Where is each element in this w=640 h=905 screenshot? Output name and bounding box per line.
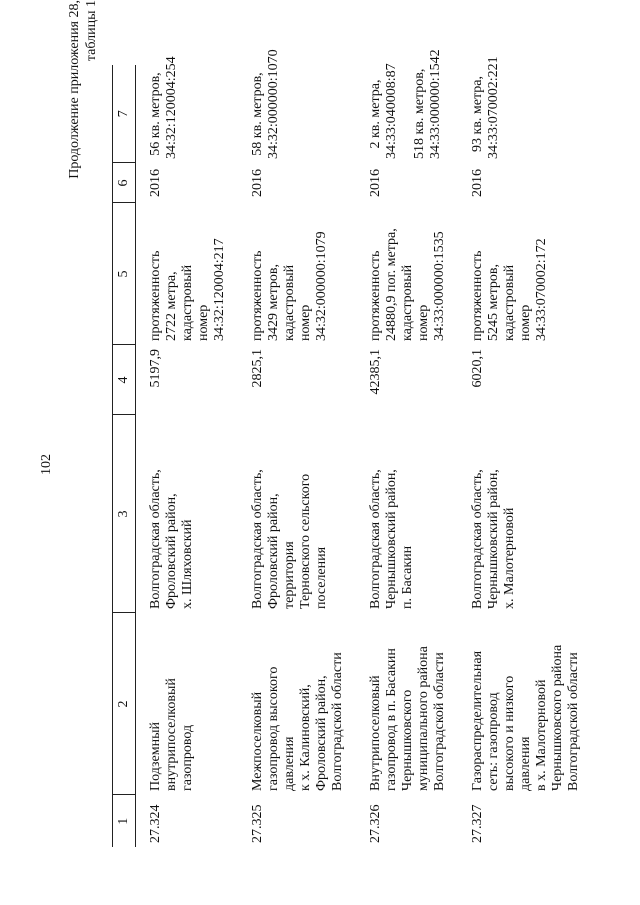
object-description-line: 34:32:120004:217 xyxy=(212,238,227,341)
object-address-line: х. Малотерновой xyxy=(502,507,517,609)
land-plot-line: 34:32:000000:1070 xyxy=(266,49,281,159)
land-plot-line: 2 кв. метра, xyxy=(368,79,383,149)
object-description-line: кадастровый xyxy=(502,264,517,341)
object-description-line: 3429 метров, xyxy=(266,264,281,341)
object-value: 5197,9 xyxy=(148,349,163,388)
object-description-line: 5245 метров, xyxy=(486,264,501,341)
object-name-line: к х. Калиновский, xyxy=(298,684,313,791)
object-address-line: Чернышковский район, xyxy=(384,469,399,609)
object-description-line: 24880,9 пог. метра, xyxy=(384,228,399,341)
table-row xyxy=(356,65,458,847)
object-description xyxy=(458,203,592,345)
object-name-line: в х. Малотерновой xyxy=(534,679,549,791)
object-name-line: Внутрипоселковый xyxy=(368,675,383,791)
object-description-line: кадастровый xyxy=(282,264,297,341)
object-address-line: поселения xyxy=(314,546,329,609)
continuation-line: таблицы 1 xyxy=(84,0,99,62)
object-year: 2016 xyxy=(250,169,265,197)
object-description-line: номер xyxy=(298,304,313,341)
object-description-line: номер xyxy=(196,304,211,341)
object-address-line: Чернышковский район, xyxy=(486,469,501,609)
table-row xyxy=(458,65,592,847)
land-plot-line: 93 кв. метра, xyxy=(470,76,485,152)
land-plot xyxy=(458,56,592,163)
row-number: 27.324 xyxy=(148,804,163,843)
object-name-line: Подземный xyxy=(148,722,163,791)
land-plot-line: 58 кв. метров, xyxy=(250,72,265,156)
object-name-line: сеть: газопровод xyxy=(486,692,501,791)
object-address-line: п. Басакин xyxy=(400,545,415,609)
object-name-line: Газораспределительная xyxy=(470,650,485,791)
table-row xyxy=(136,65,239,847)
row-number: 27.325 xyxy=(250,804,265,843)
object-address-line: Волгоградская область, xyxy=(250,469,265,609)
register-table xyxy=(112,49,592,847)
object-name xyxy=(238,613,356,795)
object-address-line: территория xyxy=(282,541,297,609)
object-address xyxy=(458,415,592,613)
object-address-line: Терновского сельского xyxy=(298,473,313,609)
header-row xyxy=(113,65,136,847)
land-plot-line: 34:33:000000:1542 xyxy=(428,49,443,159)
object-description-line: протяженность xyxy=(470,250,485,341)
object-description xyxy=(356,203,458,345)
object-name-line: Фроловский район, xyxy=(314,675,329,791)
object-year: 2016 xyxy=(470,169,485,197)
object-description-line: кадастровый xyxy=(400,264,415,341)
object-address xyxy=(238,415,356,613)
object-address-line: Фроловский район, xyxy=(266,493,281,609)
table-row xyxy=(238,65,356,847)
table-body xyxy=(136,49,593,847)
object-name-line: внутрипоселковый xyxy=(164,678,179,791)
column-header: 2 xyxy=(113,613,136,795)
object-description xyxy=(136,203,239,345)
land-plot xyxy=(136,56,239,163)
object-description-line: 34:32:000000:1079 xyxy=(314,231,329,341)
object-address-line: Волгоградская область, xyxy=(368,469,383,609)
object-name xyxy=(458,613,592,795)
object-name-line: Волгоградской области xyxy=(566,652,581,791)
object-description-line: кадастровый xyxy=(180,264,195,341)
object-year: 2016 xyxy=(148,169,163,197)
object-name-line: Межпоселковый xyxy=(250,691,265,791)
object-year: 2016 xyxy=(368,169,383,197)
object-name-line: муниципального района xyxy=(416,646,431,791)
land-plot xyxy=(356,49,458,163)
object-name-line: газопровод высокого xyxy=(266,666,281,791)
object-address xyxy=(136,415,239,613)
object-name-line: Волгоградской области xyxy=(330,652,345,791)
object-name xyxy=(356,613,458,795)
object-address-line: Фроловский район, xyxy=(164,493,179,609)
land-plot-line: 34:33:070002:221 xyxy=(486,56,501,159)
column-header: 7 xyxy=(113,65,136,163)
object-description-line: номер xyxy=(416,304,431,341)
object-address-line: Волгоградская область, xyxy=(470,469,485,609)
object-name-line: газопровод в п. Басакин xyxy=(384,648,399,791)
object-value: 6020,1 xyxy=(470,349,485,388)
object-name-line: Чернышковского района xyxy=(550,644,565,791)
object-description-line: протяженность xyxy=(148,250,163,341)
object-name-line: Чернышковского xyxy=(400,689,415,791)
object-value: 2825,1 xyxy=(250,349,265,388)
page-number: 102 xyxy=(39,454,54,475)
continuation-line: Продолжение приложения 28, xyxy=(67,0,82,179)
object-address-line: х. Шляховский xyxy=(180,519,195,609)
row-number: 27.326 xyxy=(368,804,383,843)
land-plot xyxy=(238,49,356,163)
object-name-line: Волгоградской области xyxy=(432,652,447,791)
object-description xyxy=(238,203,356,345)
column-header: 3 xyxy=(113,415,136,613)
object-description-line: протяженность xyxy=(368,250,383,341)
continuation-note xyxy=(66,0,100,250)
column-header: 1 xyxy=(113,795,136,847)
land-plot-line: 518 кв. метров, xyxy=(412,68,427,159)
object-name xyxy=(136,613,239,795)
object-value: 42385,1 xyxy=(368,349,383,395)
land-plot-line: 34:33:040008:87 xyxy=(384,63,399,159)
object-description-line: номер xyxy=(518,304,533,341)
land-plot-line: 56 кв. метров, xyxy=(148,72,163,156)
object-name-line: газопровод xyxy=(180,724,195,791)
object-name-line: давления xyxy=(282,736,297,791)
object-name-line: высокого и низкого xyxy=(502,675,517,791)
column-header: 5 xyxy=(113,203,136,345)
column-header: 6 xyxy=(113,163,136,203)
object-description-line: 34:33:000000:1535 xyxy=(432,231,447,341)
row-number: 27.327 xyxy=(470,804,485,843)
object-name-line: давления xyxy=(518,736,533,791)
object-description-line: 2722 метра, xyxy=(164,271,179,341)
land-plot-line: 34:32:120004:254 xyxy=(164,56,179,159)
land-plot-gap xyxy=(400,69,412,159)
object-description-line: протяженность xyxy=(250,250,265,341)
column-header: 4 xyxy=(113,345,136,415)
object-address xyxy=(356,415,458,613)
object-description-line: 34:33:070002:172 xyxy=(534,238,549,341)
object-address-line: Волгоградская область, xyxy=(148,469,163,609)
